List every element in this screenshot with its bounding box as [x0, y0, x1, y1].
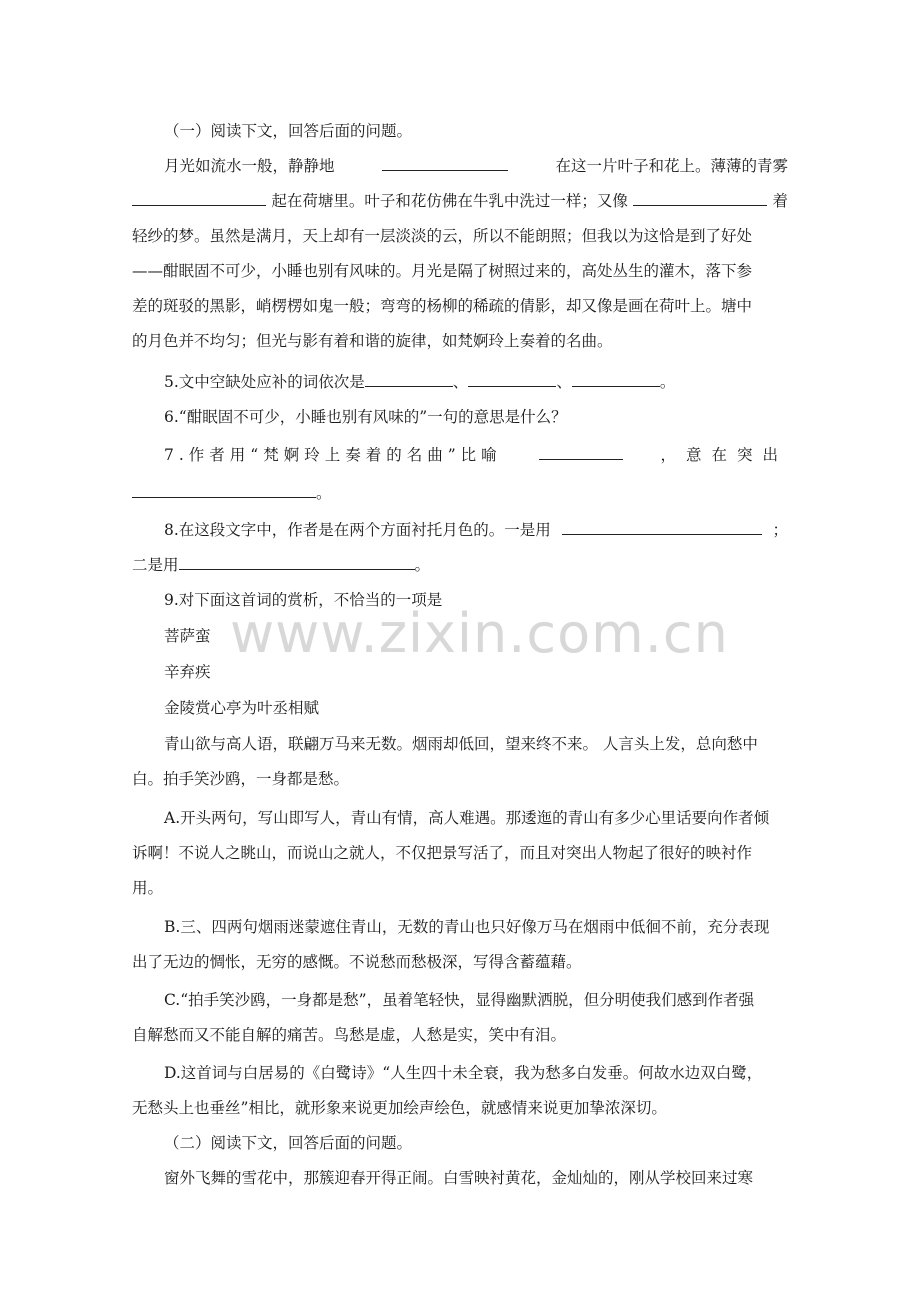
question-5: [164, 372, 788, 392]
question-text: 二是用: [132, 556, 179, 574]
passage-line-1: [164, 156, 788, 176]
passage-text: 着: [772, 192, 788, 210]
answer-blank[interactable]: [468, 372, 556, 387]
question-9: 9.对下面这首词的赏析，不恰当的一项是: [164, 591, 443, 609]
section2-line-1: 窗外飞舞的雪花中，那簇迎春开得正闹。白雪映衬黄花，金灿灿的，刚从学校回来过寒: [164, 1169, 754, 1187]
option-b-line-1: B.三、四两句烟雨迷蒙遮住青山，无数的青山也只好像万马在烟雨中低徊不前，充分表现: [164, 918, 770, 936]
section2-heading: （二）阅读下文，回答后面的问题。: [164, 1134, 413, 1152]
poem-line-1: 青山欲与高人语，联翩万马来无数。烟雨却低回，望来终不来。 人言头上发，总向愁中: [164, 735, 758, 753]
period: 。: [414, 556, 431, 574]
period: 。: [659, 373, 676, 391]
answer-blank[interactable]: [132, 191, 266, 206]
passage-line-2: [132, 191, 788, 211]
section1-heading: （一）阅读下文，回答后面的问题。: [164, 122, 413, 140]
passage-line-3: 轻纱的梦。虽然是满月，天上却有一层淡淡的云，所以不能朗照；但我以为这恰是到了好处: [132, 227, 753, 245]
separator: 、: [452, 373, 469, 391]
question-6: 6.“酣眠固不可少，小睡也别有风味的”一句的意思是什么？: [164, 408, 567, 426]
passage-text: 月光如流水一般，静静地: [164, 157, 335, 175]
semicolon: ；: [772, 521, 788, 539]
answer-blank[interactable]: [382, 156, 508, 171]
passage-line-6: 的月色并不均匀；但光与影有着和谐的旋律，如梵婀玲上奏着的名曲。: [132, 332, 613, 350]
question-8-cont: [132, 555, 788, 575]
question-7-cont: [132, 483, 788, 503]
poem-author: 辛弃疾: [164, 663, 211, 681]
question-text: 8.在这段文字中，作者是在两个方面衬托月色的。一是用: [164, 521, 551, 539]
option-a-line-1: A.开头两句，写山即写人，青山有情，高人难遇。那逶迤的青山有多少心里话要向作者倾: [164, 809, 770, 827]
answer-blank[interactable]: [633, 191, 767, 206]
question-text: ，意在突出: [660, 446, 788, 464]
answer-blank[interactable]: [365, 372, 453, 387]
period: 。: [316, 484, 332, 502]
question-8: [164, 520, 788, 540]
passage-line-5: 差的斑驳的黑影，峭楞楞如鬼一般；弯弯的杨柳的稀疏的倩影，却又像是画在荷叶上。塘中: [132, 297, 753, 315]
answer-blank[interactable]: [562, 520, 762, 535]
option-a-line-3: 用。: [132, 879, 164, 897]
poem-subtitle: 金陵赏心亭为叶丞相赋: [164, 699, 320, 717]
watermark: www.zixin.com.cn: [230, 602, 729, 665]
option-b-line-2: 出了无边的惆怅，无穷的感慨。不说愁而愁极深，写得含蓄蕴藉。: [132, 953, 582, 971]
passage-text: 在这一片叶子和花上。薄薄的青雾: [555, 157, 788, 175]
answer-blank[interactable]: [132, 483, 316, 498]
option-d-line-1: D.这首词与白居易的《白鹭诗》“人生四十未全衰，我为愁多白发垂。何故水边双白鹭，: [164, 1064, 763, 1082]
poem-line-2: 白。拍手笑沙鸥，一身都是愁。: [132, 770, 350, 788]
question-text: 7.作者用“梵婀玲上奏着的名曲”比喻: [164, 446, 502, 464]
option-c-line-2: 自解愁而又不能自解的痛苦。鸟愁是虚，人愁是实，笑中有泪。: [132, 1026, 567, 1044]
poem-title: 菩萨蛮: [164, 627, 211, 645]
answer-blank[interactable]: [179, 555, 415, 570]
passage-text: 起在荷塘里。叶子和花仿佛在牛乳中洗过一样；又像: [271, 192, 628, 210]
passage-line-4: ——酣眠固不可少，小睡也别有风味的。月光是隔了树照过来的，高处丛生的灌木，落下参: [132, 262, 753, 280]
option-a-line-2: 诉啊！不说人之眺山，而说山之就人，不仅把景写活了，而且对突出人物起了很好的映衬作: [132, 844, 753, 862]
answer-blank[interactable]: [539, 445, 623, 460]
option-d-line-2: 无愁头上也垂丝”相比，就形象来说更加绘声绘色，就感情来说更加挚浓深切。: [132, 1099, 667, 1117]
separator: 、: [556, 373, 572, 391]
question-text: 5.文中空缺处应补的词依次是: [164, 373, 365, 391]
answer-blank[interactable]: [572, 372, 660, 387]
question-7: [164, 445, 788, 465]
option-c-line-1: C.“拍手笑沙鸥，一身都是愁”，虽着笔轻快，显得幽默洒脱，但分明使我们感到作者强: [164, 991, 755, 1009]
